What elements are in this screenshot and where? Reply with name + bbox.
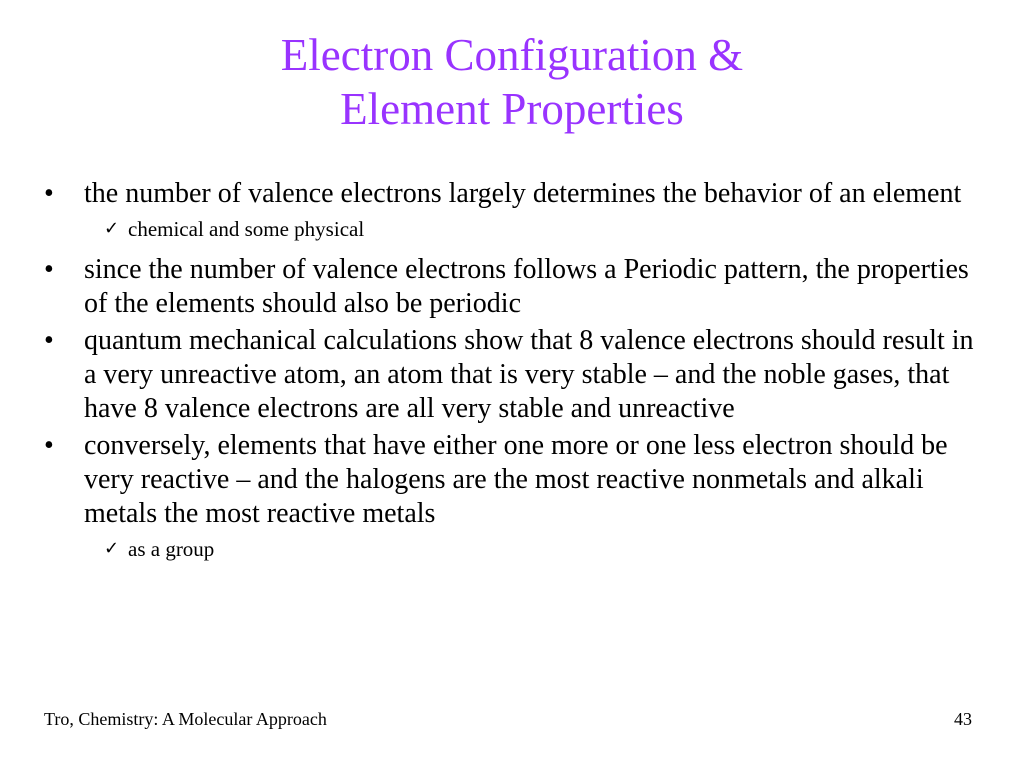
- slide-title: [0, 28, 1024, 136]
- slide-title-line-2: Element Properties: [340, 84, 684, 134]
- bullet-dot-icon: •: [44, 178, 54, 209]
- sub-bullet-1: [44, 214, 984, 244]
- bullet-item-2: [44, 253, 984, 321]
- sub-bullet-4: [44, 534, 984, 564]
- bullet-text-1: the number of valence electrons largely determines the behavior of an element: [84, 178, 962, 209]
- bullet-item-4: [44, 429, 984, 531]
- bullet-dot-icon: •: [44, 254, 54, 285]
- bullet-item-1: [44, 177, 984, 211]
- sub-bullet-text-4: as a group: [128, 537, 215, 561]
- bullet-dot-icon: •: [44, 325, 54, 356]
- bullet-text-2: since the number of valence electrons follows a Periodic pattern, the properties of the elements should also be periodic: [84, 254, 969, 319]
- page-number: 43: [954, 709, 972, 729]
- bullet-list: [44, 177, 984, 573]
- checkmark-icon: ✓: [104, 538, 120, 559]
- slide-title-line-1: Electron Configuration &: [280, 30, 744, 80]
- bullet-text-3: quantum mechanical calculations show that 8 valence electrons should result in a very unreactive atom, an atom that is very stable – and the noble gases, that have 8 valence electrons are all very stable and unreactive: [84, 325, 974, 424]
- footer-source: Tro, Chemistry: A Molecular Approach: [44, 709, 327, 729]
- checkmark-icon: ✓: [104, 218, 120, 239]
- bullet-item-3: [44, 324, 984, 426]
- sub-bullet-text-1: chemical and some physical: [128, 217, 365, 241]
- bullet-dot-icon: •: [44, 430, 54, 461]
- bullet-text-4: conversely, elements that have either one more or one less electron should be very reactive – and the halogens are the most reactive nonmetals and alkali metals the most reactive metals: [84, 430, 948, 529]
